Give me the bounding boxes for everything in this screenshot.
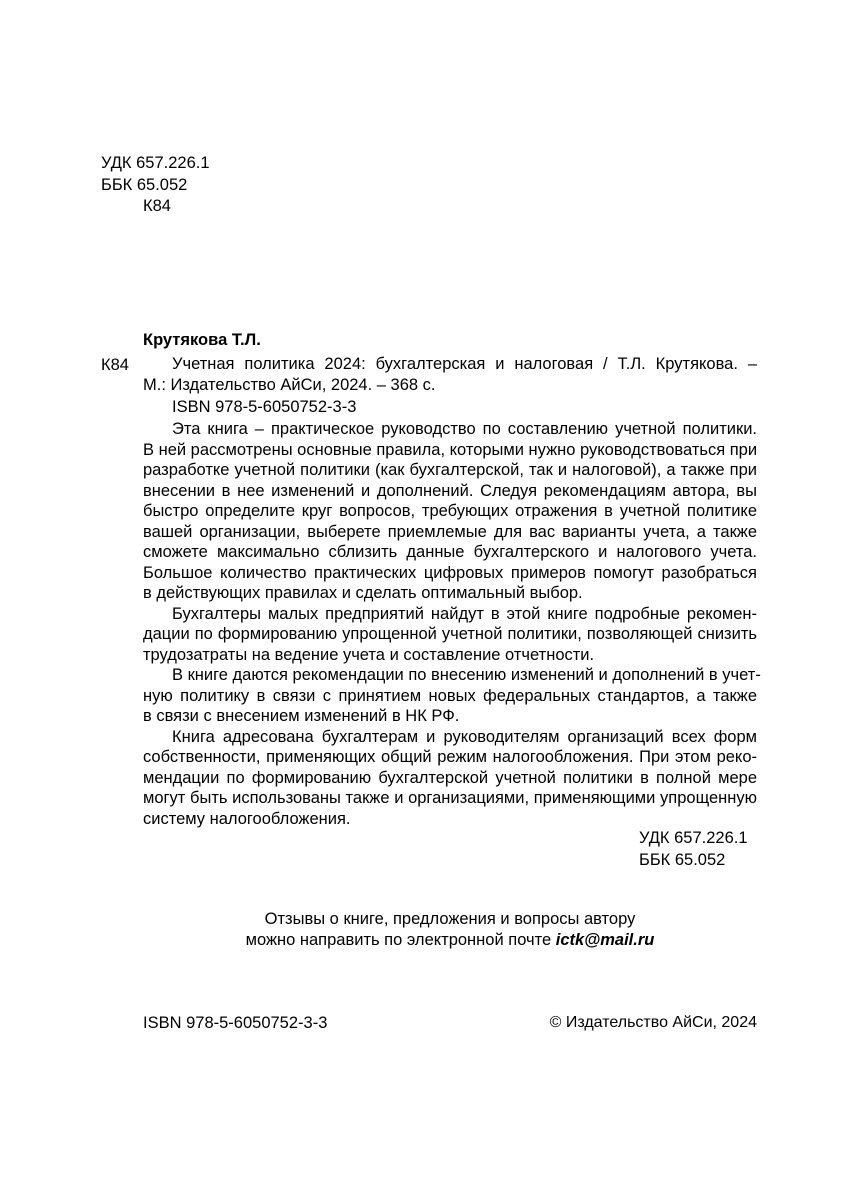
- feedback-note: [143, 909, 757, 950]
- annotation-line: могут быть использованы также и организациями, применяющими упрощенную: [143, 789, 757, 807]
- title-line: М.: Издательство АйСи, 2024. – 368 с.: [143, 375, 436, 394]
- udk-code-bottom: УДК 657.226.1: [639, 829, 748, 847]
- udk-code: УДК 657.226.1: [101, 154, 210, 172]
- bbk-code: ББК 65.052: [101, 176, 188, 194]
- annotation-line: в связи с внесением изменений в НК РФ.: [143, 707, 460, 725]
- annotation-line: в действующих правилах и сделать оптимальный выбор.: [143, 584, 583, 602]
- author-mark: К84: [143, 197, 171, 215]
- annotation-line: Бухгалтеры малых предприятий найдут в этой книге подробные рекомен-: [172, 604, 757, 623]
- author-email: ictk@mail.ru: [555, 930, 655, 949]
- annotation-line: разработке учетной политики (как бухгалтерской, так и налоговой), а также при: [143, 461, 757, 479]
- title-record: [143, 354, 757, 395]
- feedback-line-2: [143, 930, 757, 951]
- annotation-line: собственности, применяющих общий режим налогообложения. При этом реко-: [143, 748, 757, 766]
- annotation-line: систему налогообложения.: [143, 809, 351, 828]
- annotation-line: дации по формированию упрощенной учетной политики, позволяющей снизить: [143, 625, 757, 643]
- annotation-line: В ней рассмотрены основные правила, которыми нужно руководствоваться при: [143, 440, 758, 459]
- title-line: Учетная политика 2024: бухгалтерская и налоговая / Т.Л. Крутякова. –: [172, 355, 757, 373]
- annotation-line: Большое количество практических цифровых примеров помогут разобраться: [143, 563, 757, 582]
- copyright-notice: © Издательство АйСи, 2024: [549, 1014, 757, 1031]
- annotation-line: В книге даются рекомендации по внесению изменений и дополнений в учет-: [172, 666, 761, 684]
- annotation-line: Эта книга – практическое руководство по составлению учетной политики.: [172, 420, 757, 438]
- annotation-line: ную политику в связи с принятием новых федеральных стандартов, а также: [143, 686, 757, 705]
- annotation-line: вашей организации, выберете приемлемые для вас варианты учета, а также: [143, 522, 757, 541]
- bbk-code-bottom: ББК 65.052: [639, 851, 726, 869]
- author-name: Крутякова Т.Л.: [143, 331, 261, 349]
- feedback-line-2-text: можно направить по электронной почте: [245, 930, 556, 949]
- feedback-line-1: Отзывы о книге, предложения и вопросы автору: [264, 910, 636, 928]
- isbn-record: ISBN 978-5-6050752-3-3: [172, 398, 357, 416]
- annotation-line: Книга адресована бухгалтерам и руководителям организаций всех форм: [172, 727, 757, 746]
- annotation-line: трудозатраты на ведение учета и составление отчетности.: [143, 645, 595, 664]
- annotation-line: внесении в нее изменений и дополнений. Следуя рекомендациям автора, вы: [143, 481, 757, 500]
- annotation-line: быстро определите круг вопросов, требующих отражения в учетной политике: [143, 502, 757, 520]
- annotation-line: сможете максимально сблизить данные бухгалтерского и налогового учета.: [143, 543, 757, 561]
- annotation: [143, 419, 761, 829]
- isbn-footer: ISBN 978-5-6050752-3-3: [143, 1014, 328, 1032]
- author-mark-side: К84: [101, 356, 129, 374]
- annotation-line: мендации по формированию бухгалтерской учетной политики в полной мере: [143, 768, 757, 787]
